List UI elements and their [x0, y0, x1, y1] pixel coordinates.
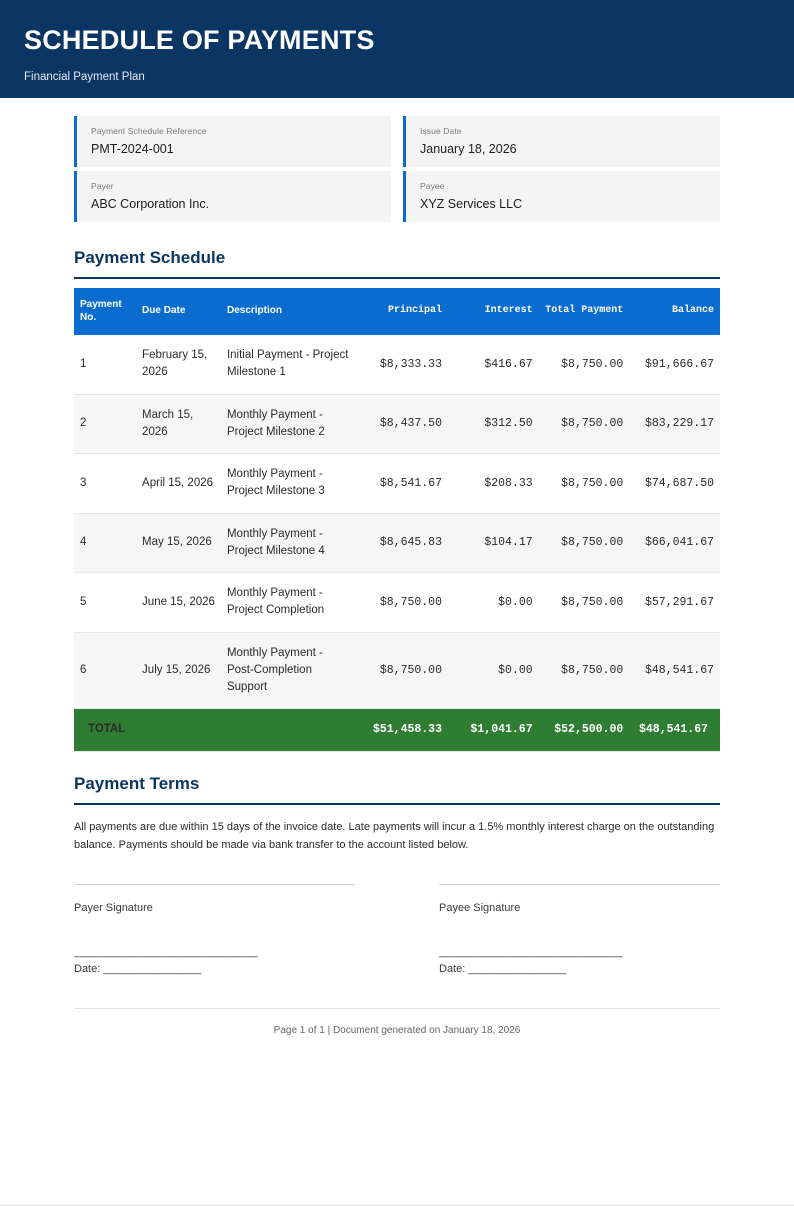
payee-signature-rule: [439, 884, 720, 886]
meta-cell-payee: [397, 171, 720, 226]
cell-due-date: June 15, 2026: [136, 573, 221, 633]
cell-interest: $312.50: [448, 394, 539, 454]
info-box-payer: [74, 171, 391, 222]
column-header-payment-no: Payment No.: [74, 288, 136, 335]
total-label: TOTAL: [74, 709, 357, 751]
cell-principal: $8,541.67: [357, 454, 448, 514]
info-box-issue-date: [403, 116, 720, 167]
table-row: [74, 513, 720, 573]
payment-terms-heading: Payment Terms: [74, 773, 200, 793]
payer-date-line[interactable]: Date: ________________: [74, 962, 202, 975]
payer-signature-line[interactable]: ______________________________: [74, 945, 258, 958]
payer-signature-label: Payer Signature: [74, 901, 153, 914]
info-box-reference: [74, 116, 391, 167]
document-body: [0, 116, 794, 1036]
cell-due-date: May 15, 2026: [136, 513, 221, 573]
cell-interest: $208.33: [448, 454, 539, 514]
cell-total-payment: $8,750.00: [539, 632, 630, 709]
cell-balance: $48,541.67: [629, 632, 720, 709]
table-header-row: [74, 288, 720, 335]
payer-label: Payer: [91, 181, 114, 191]
page-subtitle: Financial Payment Plan: [24, 70, 145, 83]
table-row: [74, 573, 720, 633]
issue-date-label: Issue Date: [420, 126, 462, 136]
payer-signature-rule: [74, 884, 355, 886]
cell-principal: $8,437.50: [357, 394, 448, 454]
cell-payment-no: 2: [74, 394, 136, 454]
footer-text: Page 1 of 1 | Document generated on January 18, 2026: [273, 1024, 521, 1036]
payee-date-line[interactable]: Date: ________________: [439, 962, 567, 975]
meta-cell-reference: [74, 116, 397, 171]
cell-total-payment: $8,750.00: [539, 454, 630, 514]
cell-balance: $66,041.67: [629, 513, 720, 573]
document-header-banner: [0, 0, 794, 98]
cell-description: Monthly Payment - Project Milestone 3: [221, 454, 357, 514]
page-title: SCHEDULE OF PAYMENTS: [24, 25, 375, 55]
payee-value: XYZ Services LLC: [420, 197, 523, 211]
cell-principal: $8,333.33: [357, 335, 448, 394]
reference-label: Payment Schedule Reference: [91, 126, 207, 136]
document-meta-grid: [74, 116, 720, 226]
cell-total-payment: $8,750.00: [539, 573, 630, 633]
cell-principal: $8,750.00: [357, 632, 448, 709]
total-principal: $51,458.33: [357, 709, 448, 751]
column-header-principal: Principal: [357, 288, 448, 335]
payment-schedule-heading: Payment Schedule: [74, 248, 226, 267]
total-interest: $1,041.67: [448, 709, 539, 751]
issue-date-value: January 18, 2026: [420, 142, 517, 156]
total-balance: $48,541.67: [629, 709, 720, 751]
cell-description: Monthly Payment - Project Milestone 2: [221, 394, 357, 454]
total-total-payment: $52,500.00: [539, 709, 630, 751]
cell-interest: $0.00: [448, 632, 539, 709]
payment-schedule-divider: [74, 277, 720, 279]
table-row: [74, 454, 720, 514]
payment-terms-divider: [74, 803, 720, 805]
cell-description: Monthly Payment - Project Milestone 4: [221, 513, 357, 573]
payee-signature-line[interactable]: ______________________________: [439, 945, 623, 958]
payee-signature-label: Payee Signature: [439, 901, 521, 914]
signature-block-payer: [74, 884, 397, 975]
cell-interest: $0.00: [448, 573, 539, 633]
payment-schedule-table: [74, 288, 720, 752]
signature-block-payee: [397, 884, 720, 975]
cell-payment-no: 5: [74, 573, 136, 633]
table-row: [74, 335, 720, 394]
table-body: [74, 335, 720, 751]
cell-interest: $416.67: [448, 335, 539, 394]
cell-description: Initial Payment - Project Milestone 1: [221, 335, 357, 394]
info-box-payee: [403, 171, 720, 222]
cell-balance: $83,229.17: [629, 394, 720, 454]
cell-total-payment: $8,750.00: [539, 394, 630, 454]
cell-payment-no: 1: [74, 335, 136, 394]
column-header-total-payment: Total Payment: [539, 288, 630, 335]
table-row: [74, 394, 720, 454]
cell-payment-no: 3: [74, 454, 136, 514]
payment-terms-body: All payments are due within 15 days of the invoice date. Late payments will incur a 1.5% monthly interest charge on the outstanding balance. Payments should be made via bank transfer to the account listed below.: [74, 820, 715, 851]
table-header: [74, 288, 720, 335]
cell-balance: $91,666.67: [629, 335, 720, 394]
payer-value: ABC Corporation Inc.: [91, 197, 210, 211]
cell-due-date: April 15, 2026: [136, 454, 221, 514]
column-header-balance: Balance: [629, 288, 720, 335]
cell-due-date: July 15, 2026: [136, 632, 221, 709]
signature-section: [74, 884, 720, 975]
meta-cell-payer: [74, 171, 397, 226]
cell-interest: $104.17: [448, 513, 539, 573]
column-header-description: Description: [221, 288, 357, 335]
cell-balance: $74,687.50: [629, 454, 720, 514]
table-row: [74, 632, 720, 709]
cell-due-date: March 15, 2026: [136, 394, 221, 454]
cell-description: Monthly Payment - Project Completion: [221, 573, 357, 633]
cell-principal: $8,750.00: [357, 573, 448, 633]
cell-due-date: February 15, 2026: [136, 335, 221, 394]
footer-divider: [74, 1008, 720, 1009]
column-header-interest: Interest: [448, 288, 539, 335]
meta-cell-issue-date: [397, 116, 720, 171]
cell-principal: $8,645.83: [357, 513, 448, 573]
payee-label: Payee: [420, 181, 445, 191]
table-total-row: [74, 709, 720, 751]
cell-total-payment: $8,750.00: [539, 513, 630, 573]
cell-total-payment: $8,750.00: [539, 335, 630, 394]
column-header-due-date: Due Date: [136, 288, 221, 335]
cell-balance: $57,291.67: [629, 573, 720, 633]
cell-payment-no: 4: [74, 513, 136, 573]
cell-payment-no: 6: [74, 632, 136, 709]
cell-description: Monthly Payment - Post-Completion Support: [221, 632, 357, 709]
reference-value: PMT-2024-001: [91, 142, 174, 156]
